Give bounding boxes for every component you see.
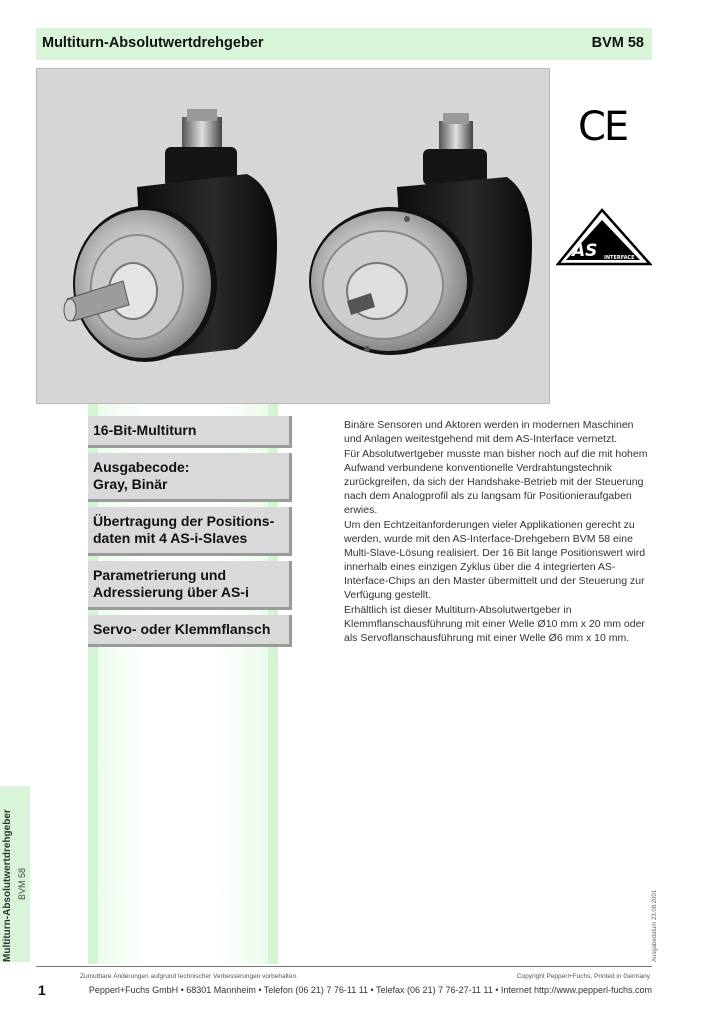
description-paragraph: Erhältlich ist dieser Multiturn-Absolutwertgeber in Klemmflanschausführung mit einer Welle Ø10 mm x 20 mm oder als Servoflanschausführung mit einer Welle Ø6 mm x 10 mm. — [344, 604, 645, 644]
encoder-clamping-flange — [64, 109, 277, 362]
footer-address: Pepperl+Fuchs GmbH • 68301 Mannheim • Telefon (06 21) 7 76-11 11 • Telefax (06 21) 7 76-27-11 11 • Internet http://www.pepperl-fuchs.com — [88, 985, 652, 995]
footer-disclaimer: Zumutbare Änderungen aufgrund technischer Verbesserungen vorbehalten. — [80, 973, 298, 980]
feature-label: Servo- oder Klemmflansch — [93, 621, 271, 637]
encoder-servo-flange — [309, 113, 532, 355]
encoder-photo-illustration — [37, 69, 551, 405]
product-model: BVM 58 — [591, 35, 644, 51]
feature-label: Übertragung der Positions- daten mit 4 AS-i-Slaves — [93, 513, 275, 546]
page-number: 1 — [38, 982, 46, 998]
issue-date: Ausgabedatum 23.08.2001 — [652, 889, 658, 962]
page-title: Multiturn-Absolutwertdrehgeber — [42, 35, 264, 51]
svg-text:AS: AS — [572, 241, 598, 261]
feature-label: 16-Bit-Multiturn — [93, 422, 197, 438]
description-paragraph: Um den Echtzeitanforderungen vieler Applikationen gerecht zu werden, wurde mit den AS-Interface-Drehgebern BVM 58 eine Multi-Slave-Lösung realisiert. Der 16 Bit lange Positionswert wird innerhalb eines einzigen Zyklus über die 4 integrierten AS-Interface-Chips an den Master übermittelt und der Steuerung zur Verfügung gestellt. — [344, 519, 646, 601]
svg-text:INTERFACE: INTERFACE — [604, 255, 635, 261]
description-paragraph: Für Absolutwertgeber musste man bisher noch auf die mit hohem Aufwand verbundene konventionelle Verdrahtungstechnik zurückgreifen, da sich der Handshake-Betrieb mit der Steuerung nach dem Analogprofil als zu langsam für Positionieraufgaben erwies. — [344, 448, 648, 516]
feature-list — [88, 416, 292, 652]
description-text — [344, 418, 650, 646]
as-interface-logo-icon — [556, 208, 652, 268]
side-tab-model: BVM 58 — [17, 867, 27, 900]
ce-mark-icon: CE — [578, 104, 628, 150]
footer-divider — [36, 966, 652, 967]
side-tab-title: Multiturn-Absolutwertdrehgeber — [2, 809, 13, 962]
feature-label: Ausgabecode: Gray, Binär — [93, 459, 190, 492]
feature-item — [88, 615, 292, 647]
feature-item — [88, 416, 292, 448]
feature-item — [88, 453, 292, 502]
header-bar — [36, 28, 652, 60]
description-paragraph: Binäre Sensoren und Aktoren werden in modernen Maschinen und Anlagen weitestgehend mit dem AS-Interface vernetzt. — [344, 419, 634, 445]
feature-item — [88, 507, 292, 556]
feature-label: Parametrierung und Adressierung über AS-i — [93, 567, 249, 600]
product-photo — [36, 68, 550, 404]
feature-item — [88, 561, 292, 610]
footer-copyright: Copyright Pepperl+Fuchs, Printed in Germany — [516, 973, 650, 980]
